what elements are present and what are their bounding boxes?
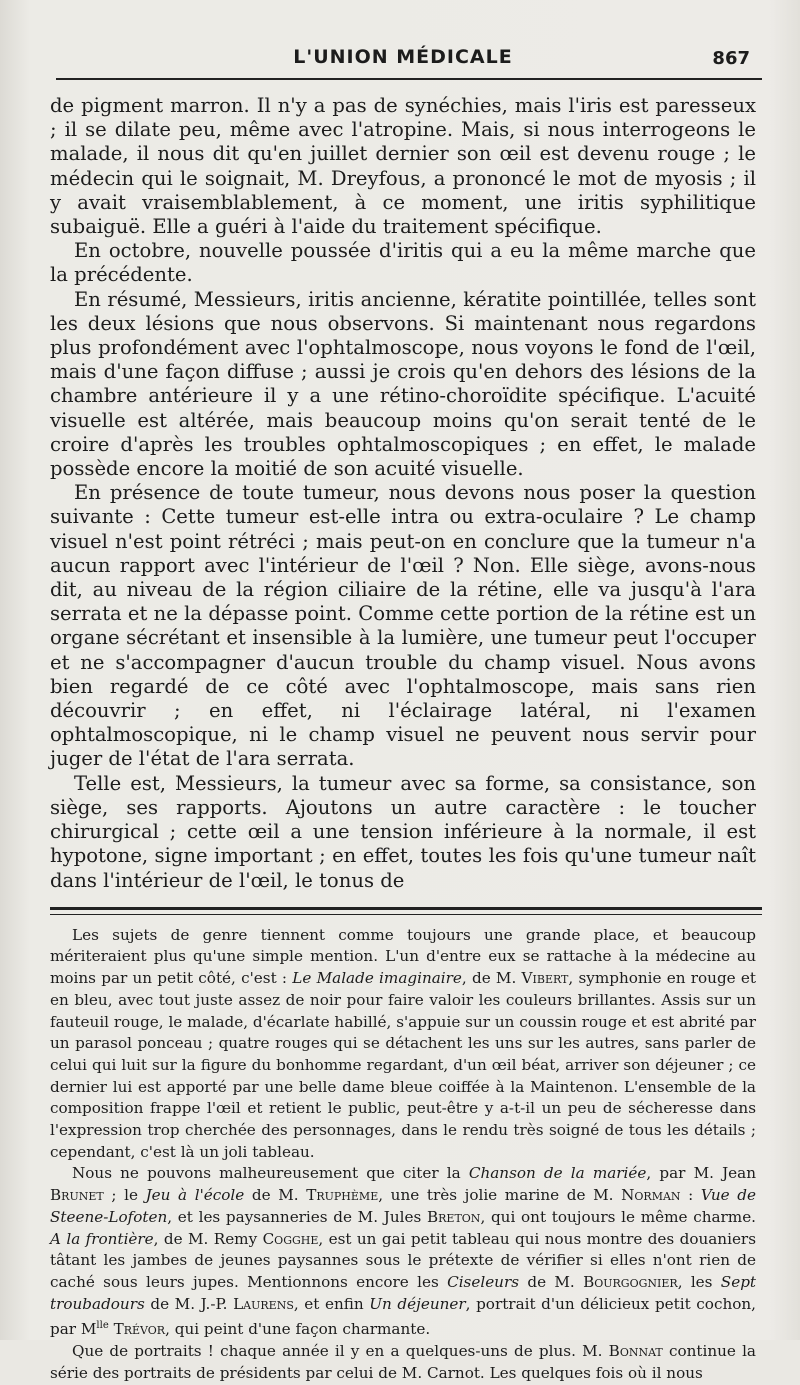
body-paragraph: En présence de toute tumeur, nous devons nous poser la question suivante : Cette tumeur est-elle intra ou extra-oculaire ? Le champ visuel n'est point rétréci ; mais peut-on en conclure que la tumeur n'a aucun rapport avec l'intérieur de l'œil ? Non. Elle siège, avons-nous dit, au niveau de la région ciliaire de la rétine, elle va jusqu'à l'ara serrata et ne la dépasse point. Comme cette portion de la rétine est un organe sécrétant et insensible à la lumière, une tumeur peut l'occuper et ne s'accompagner d'aucun trouble du champ visuel. Nous avons bien regardé de ce côté avec l'ophtalmoscope, mais sans rien découvrir ; en effet, ni l'éclairage latéral, ni l'examen ophtalmoscopique, ni le champ visuel ne peuvent nous servir pour juger de l'état de l'ara serrata. — [50, 481, 756, 771]
footnote-paragraph: Nous ne pouvons malheureusement que citer la Chanson de la mariée, par M. Jean Brunet ; le Jeu à l'école de M. Truphème, une très jolie marine de M. Norman : Vue de Steene-Lofoten, et les paysanneries de M. Jules Breton, qui ont toujours le même charme. A la frontière, de M. Remy Cogghe, est un gai petit tableau qui nous montre des douaniers tâtant les jambes de jeunes paysannes sous le prétexte de vérifier si elles n'ont rien de caché sous leurs jupes. Mentionnons encore les Ciseleurs de M. Bourgognier, les Sept troubadours de M. J.-P. Laurens, et enfin Un déjeuner, portrait d'un délicieux petit cochon, par $M^{lle}$ Trévor, qui peint d'une façon charmante. — [50, 1164, 757, 1339]
body-paragraph: En résumé, Messieurs, iritis ancienne, kératite pointillée, telles sont les deux lésions que nous observons. Si maintenant nous regardons plus profondément avec l'ophtalmoscope, nous voyons le fond de l'œil, mais d'une façon diffuse ; aussi je crois qu'en dehors des lésions de la chambre antérieure il y a une rétino-choroïdite spécifique. L'acuité visuelle est altérée, mais beaucoup moins qu'on serait tenté de le croire d'après les troubles ophtalmoscopiques ; en effet, le malade possède encore la moitié de son acuité visuelle. — [50, 287, 756, 481]
footnote-paragraph: Que de portraits ! chaque année il y en a quelques-uns de plus. M. Bonnat continue la série des portraits de présidents par celui de M. Carnot. Les quelques fois où il nous — [50, 1342, 756, 1382]
artwork-title: Chanson de la mariée — [468, 1164, 647, 1183]
artist-name: Bourgognier — [583, 1272, 678, 1291]
artist-name: Vibert — [521, 969, 569, 988]
footnote-rule — [50, 907, 762, 915]
artwork-title: Un déjeuner — [369, 1294, 466, 1313]
artwork-title: Sept troubadours — [50, 1272, 757, 1313]
artwork-title: Vue de Steene-Lofoten — [50, 1186, 757, 1226]
artist-name: Norman — [621, 1186, 681, 1205]
body-paragraph: de pigment marron. Il n'y a pas de synéchies, mais l'iris est paresseux ; il se dilate peu, même avec l'atropine. Mais, si nous interrogeons le malade, il nous dit qu'en juillet dernier son œil est devenu rouge ; le médecin qui le soignait, M. Dreyfous, a prononcé le mot de myosis ; il y avait vraisemblablement, à ce moment, une iritis syphilitique subaiguë. Elle a guéri à l'aide du traitement spécifique. — [50, 94, 756, 239]
artwork-title: Le Malade imaginaire — [292, 969, 462, 988]
artist-name: Cogghe — [262, 1229, 319, 1248]
artwork-title: Ciseleurs — [447, 1272, 520, 1291]
footnote-section — [50, 925, 756, 1385]
footnote-paragraph: Les sujets de genre tiennent comme toujours une grande place, et beaucoup mériteraient plus qu'une simple mention. L'un d'entre eux se rattache à la médecine au moins par un petit côté, c'est : Le Malade imaginaire, de M. Vibert, symphonie en rouge et en bleu, avec tout juste assez de noir pour faire valoir les couleurs brillantes. Assis sur un fauteuil rouge, le malade, d'écarlate habillé, s'appuie sur un coussin rouge et est abrité par un parasol ponceau ; quatre rouges qui se détachent les uns sur les autres, sans parler de celui qui luit sur la figure du bonhomme regardant, d'un œil béat, arriver son déjeuner ; ce dernier lui est apporté par une belle dame bleue coiffée à la Maintenon. L'ensemble de la composition frappe l'œil et retient le public, peut-être y a-t-il un peu de sécheresse dans l'expression trop cherchée des personnages, dans le rendu très soigné de tous les détails ; cependant, c'est là un joli tableau. — [50, 925, 756, 1161]
artist-name: Truphème — [306, 1186, 379, 1205]
artist-name: Bonnat — [608, 1342, 663, 1361]
artwork-title: A la frontière — [50, 1229, 154, 1248]
header-rule — [56, 78, 762, 80]
artist-name: Trévor — [113, 1320, 166, 1339]
artist-name: Brunet — [50, 1186, 104, 1205]
body-paragraph: Telle est, Messieurs, la tumeur avec sa forme, sa consistance, son siège, ses rapports. Ajoutons un autre caractère : le toucher chirurgical ; cette œil a une tension inférieure à la normale, il est hypotone, signe important ; en effet, toutes les fois qu'une tumeur naît dans l'intérieur de l'œil, le tonus de — [50, 771, 756, 892]
journal-title: L'UNION MÉDICALE — [293, 46, 513, 68]
artist-name: Laurens — [233, 1294, 294, 1313]
running-header — [50, 40, 756, 74]
artwork-title: Jeu à l'école — [145, 1186, 245, 1205]
artist-name: Breton — [426, 1207, 481, 1226]
page-number: 867 — [712, 48, 750, 69]
main-text — [50, 94, 756, 893]
body-paragraph: En octobre, nouvelle poussée d'iritis qui a eu la même marche que la précédente. — [50, 239, 756, 287]
